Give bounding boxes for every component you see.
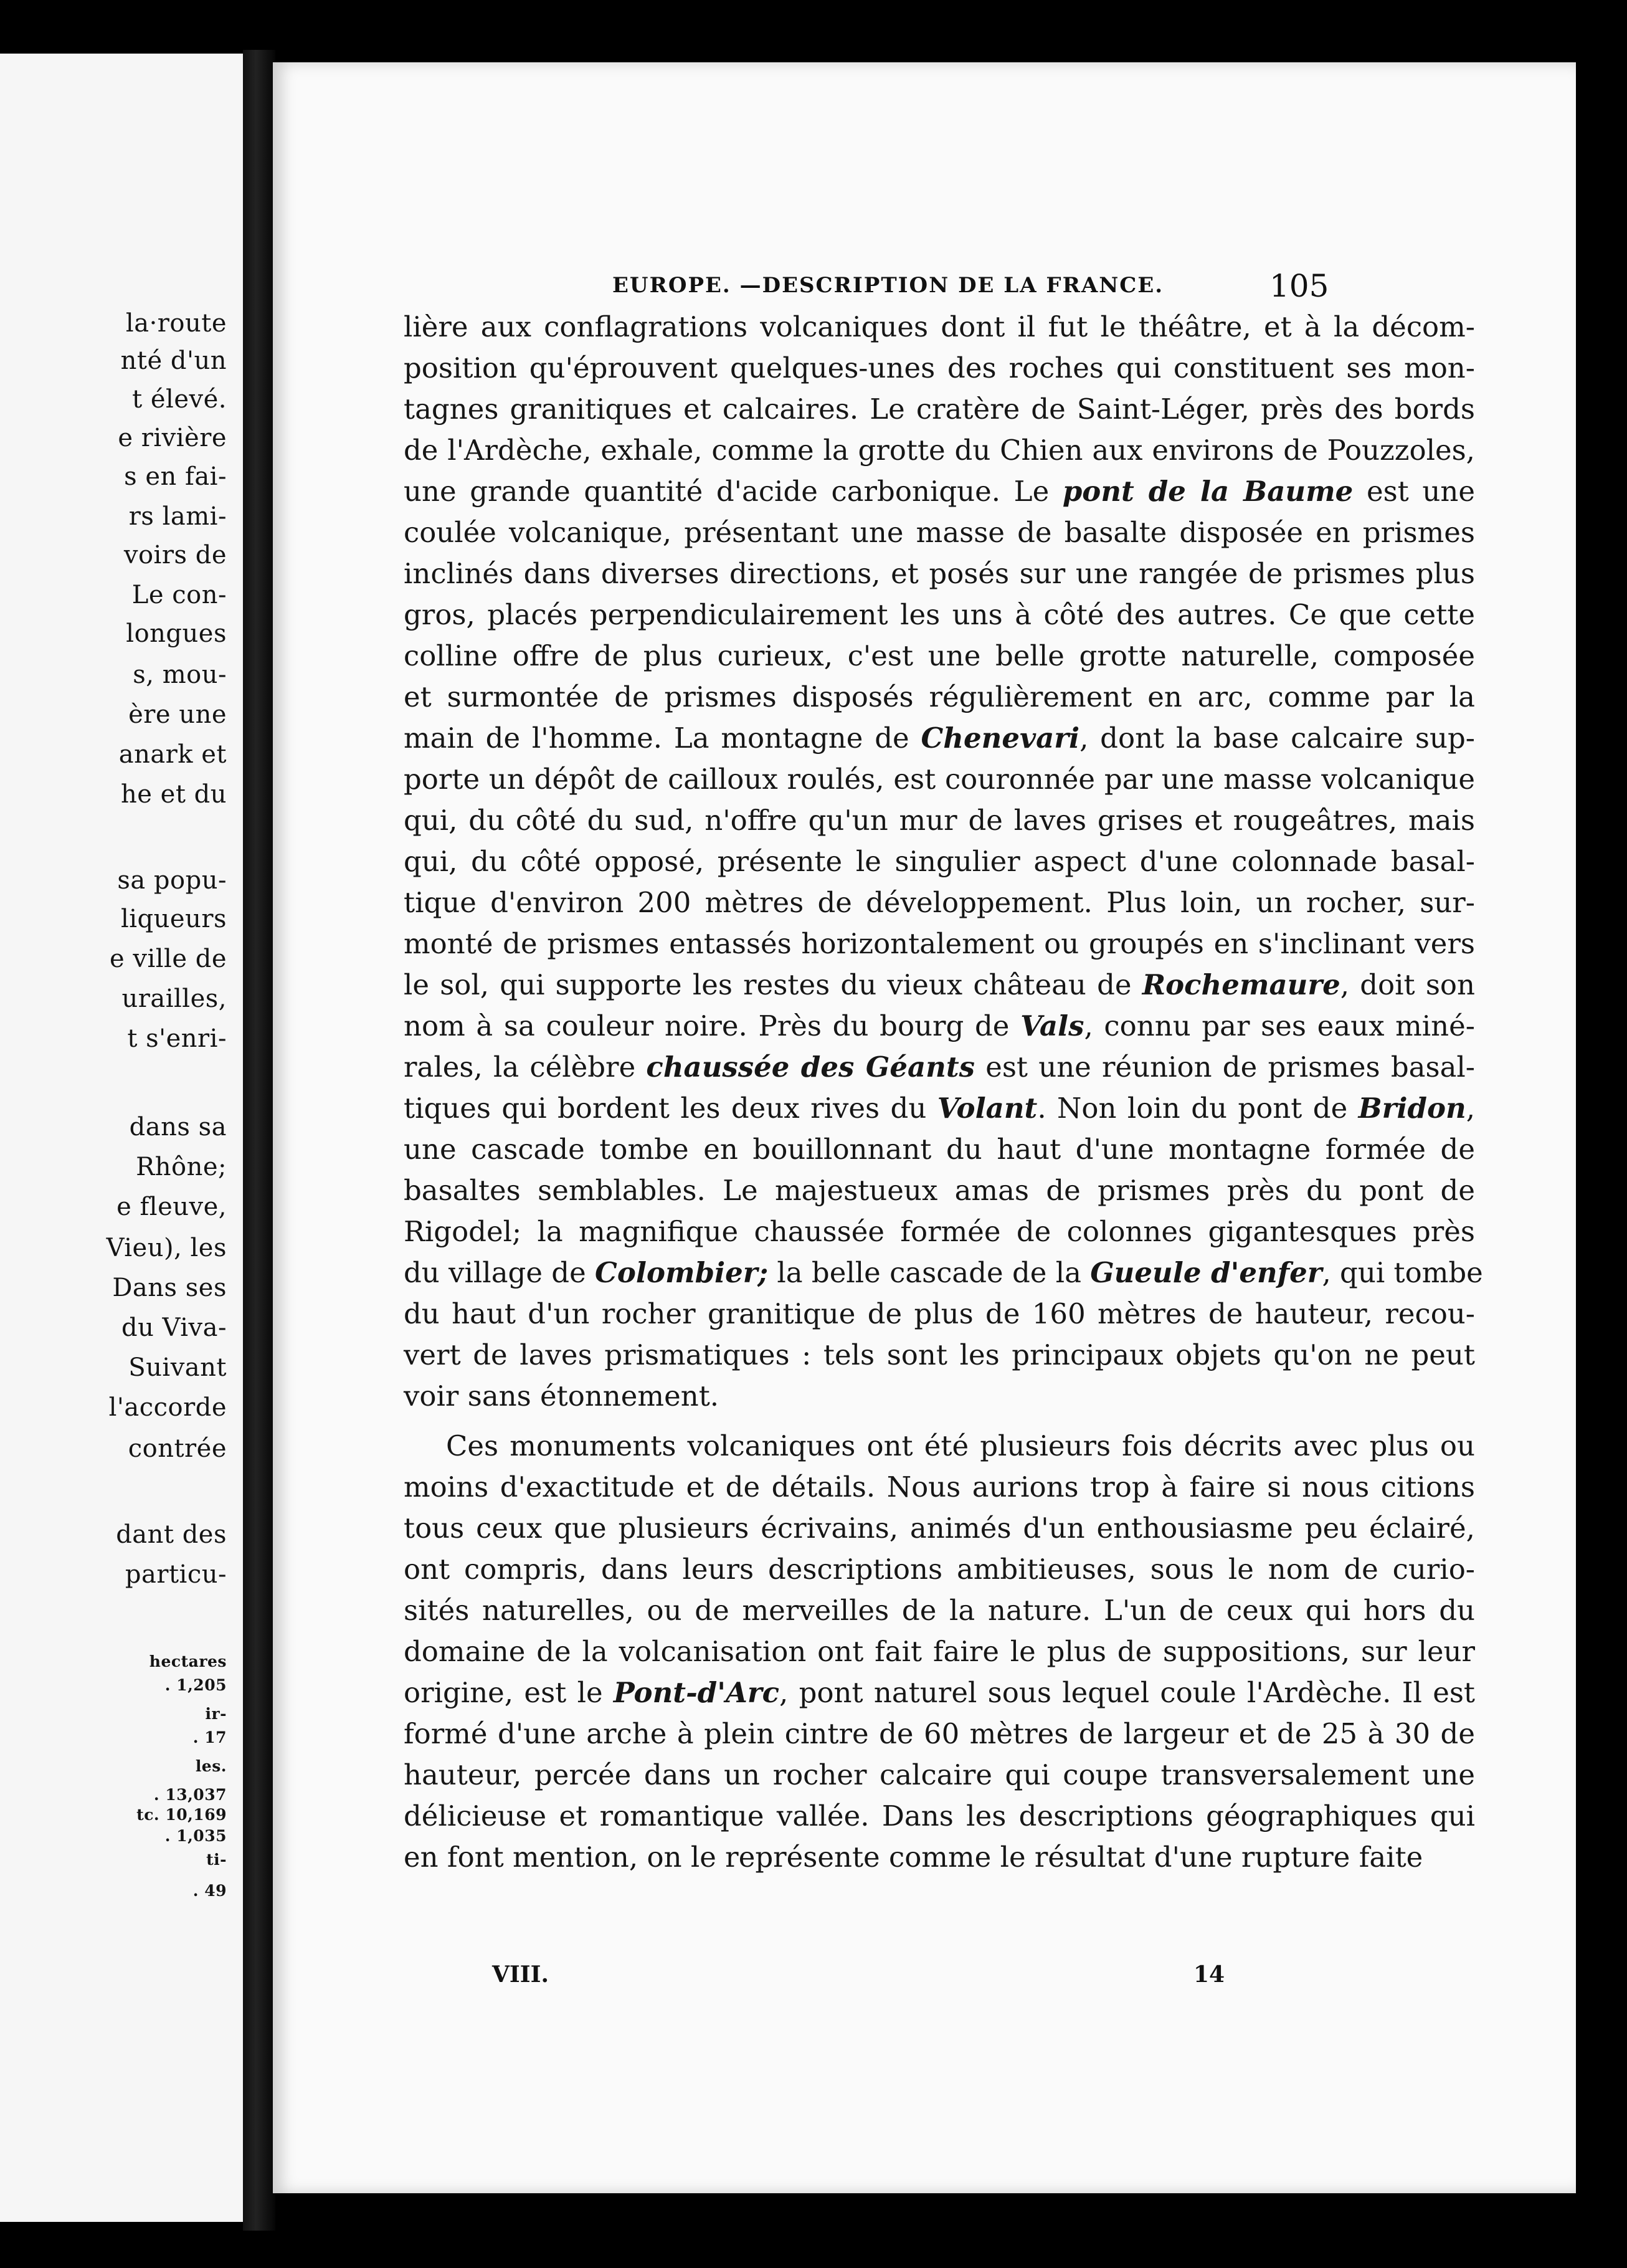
text-line xyxy=(404,1170,1475,1211)
text-line xyxy=(404,1508,1475,1549)
previous-page-line: e ville de xyxy=(109,945,227,973)
text-run: , connu par ses eaux miné- xyxy=(1084,1009,1475,1042)
text-run: Ces monuments volcaniques ont été plusieurs fois décrits avec plus ou xyxy=(446,1429,1475,1462)
text-run: porte un dépôt de cailloux roulés, est couronnée par une masse volcanique xyxy=(404,763,1475,796)
text-run: position qu'éprouvent quelques-unes des roches qui constituent ses mon- xyxy=(404,351,1475,384)
previous-page-line: Suivant xyxy=(128,1353,227,1382)
text-line xyxy=(404,677,1475,718)
text-run: le sol, qui supporte les restes du vieux château de xyxy=(404,968,1142,1001)
text-run: sités naturelles, ou de merveilles de la nature. L'un de ceux qui hors du xyxy=(404,1594,1475,1627)
text-run: moins d'exactitude et de détails. Nous aurions trop à faire si nous citions xyxy=(404,1470,1475,1503)
text-line xyxy=(404,923,1475,965)
previous-page-table-line: ti- xyxy=(206,1851,227,1869)
page-number: 105 xyxy=(1269,268,1329,304)
text-run: délicieuse et romantique vallée. Dans les descriptions géographiques qui xyxy=(404,1799,1475,1832)
text-line xyxy=(404,1549,1475,1590)
italic-term: Bridon xyxy=(1358,1092,1466,1125)
previous-page-line: s en fai- xyxy=(124,462,227,491)
italic-term: pont de la Baume xyxy=(1062,475,1354,508)
previous-page-line: dans sa xyxy=(129,1113,227,1141)
text-run: domaine de la volcanisation ont fait faire le plus de suppositions, sur leur xyxy=(404,1635,1475,1668)
previous-page-line: Le con- xyxy=(131,581,227,609)
italic-term: chaussée des Géants xyxy=(646,1051,975,1084)
text-run: la belle cascade de la xyxy=(768,1256,1091,1289)
text-line xyxy=(404,965,1475,1006)
text-run: rales, la célèbre xyxy=(404,1051,647,1084)
text-run: lière aux conflagrations volcaniques dont il fut le théâtre, et à la décom- xyxy=(404,310,1475,343)
previous-page-line: e rivière xyxy=(118,424,227,452)
text-line xyxy=(404,1796,1475,1837)
previous-page-table-line: hectares xyxy=(149,1652,227,1670)
text-line xyxy=(404,1088,1475,1129)
previous-page-line: anark et xyxy=(118,740,227,769)
text-run: voir sans étonnement. xyxy=(404,1379,719,1413)
previous-page-line: e fleuve, xyxy=(116,1193,227,1221)
previous-page-table-line: . 1,205 xyxy=(164,1676,227,1694)
previous-page-line: liqueurs xyxy=(120,905,227,933)
previous-page-line: sa popu- xyxy=(117,866,227,895)
text-run: coulée volcanique, présentant une masse de basalte disposée en prismes xyxy=(404,516,1475,549)
previous-page-line: voirs de xyxy=(123,541,227,569)
text-run: inclinés dans diverses directions, et posés sur une rangée de prismes plus xyxy=(404,557,1475,590)
body-text xyxy=(404,307,1483,1878)
text-line xyxy=(404,1047,1475,1088)
text-run: main de l'homme. La montagne de xyxy=(404,722,921,755)
text-run: . Non loin du pont de xyxy=(1037,1092,1359,1125)
text-run: , qui tombe xyxy=(1322,1256,1483,1289)
text-line xyxy=(404,1837,1475,1878)
previous-page-line: du Viva- xyxy=(121,1313,227,1342)
text-run: en font mention, on le représente comme le résultat d'une rupture faite xyxy=(404,1841,1423,1874)
previous-page-table-line: . 13,037 xyxy=(153,1786,227,1804)
text-line xyxy=(404,882,1475,923)
text-line xyxy=(404,471,1475,512)
page-footer xyxy=(273,1961,1576,1999)
text-line xyxy=(404,1211,1475,1252)
text-line xyxy=(404,1672,1475,1713)
previous-page-line: l'accorde xyxy=(108,1393,227,1422)
text-run: , dont la base calcaire sup- xyxy=(1079,722,1475,755)
text-run: formé d'une arche à plein cintre de 60 mètres de largeur et de 25 à 30 de xyxy=(404,1717,1475,1750)
text-run: ont compris, dans leurs descriptions ambitieuses, sous le nom de curio- xyxy=(404,1553,1475,1586)
italic-term: Volant xyxy=(937,1092,1038,1125)
text-run: Rigodel; la magnifique chaussée formée de colonnes gigantesques près xyxy=(404,1215,1475,1248)
text-line xyxy=(404,1252,1483,1294)
text-run: et surmontée de prismes disposés régulièrement en arc, comme par la xyxy=(404,680,1475,713)
text-line xyxy=(404,1376,1475,1417)
text-run: tiques qui bordent les deux rives du xyxy=(404,1092,937,1125)
previous-page-table-line: . 49 xyxy=(192,1882,227,1900)
text-line xyxy=(404,1590,1475,1631)
text-run: vert de laves prismatiques : tels sont les principaux objets qu'on ne peut xyxy=(404,1338,1475,1371)
previous-page-line: ère une xyxy=(128,700,227,729)
text-line xyxy=(404,636,1475,677)
italic-term: Chenevari xyxy=(921,722,1080,755)
text-line xyxy=(404,841,1475,882)
text-run: nom à sa couleur noire. Près du bourg de xyxy=(404,1009,1021,1042)
signature-mark: VIII. xyxy=(492,1961,549,1988)
text-line xyxy=(404,1755,1475,1796)
page xyxy=(273,62,1576,2193)
previous-page-line: longues xyxy=(126,619,227,648)
text-line xyxy=(404,348,1475,389)
text-run: du haut d'un rocher granitique de plus de 160 mètres de hauteur, recou- xyxy=(404,1297,1475,1330)
text-run: une cascade tombe en bouillonnant du haut d'une montagne formée de xyxy=(404,1133,1475,1166)
text-run: origine, est le xyxy=(404,1676,614,1709)
text-line xyxy=(404,512,1475,553)
text-run: monté de prismes entassés horizontalement ou groupés en s'inclinant vers xyxy=(404,927,1475,960)
text-line xyxy=(404,1129,1475,1170)
text-line xyxy=(404,1631,1475,1672)
text-run: qui, du côté opposé, présente le singulier aspect d'une colonnade basal- xyxy=(404,845,1475,878)
previous-page-line: t s'enri- xyxy=(127,1024,227,1053)
text-line xyxy=(404,389,1475,430)
text-run: du village de xyxy=(404,1256,595,1289)
text-run: une grande quantité d'acide carbonique. Le xyxy=(404,475,1063,508)
running-head xyxy=(273,268,1576,312)
previous-page-table-line: tc. 10,169 xyxy=(136,1806,227,1824)
previous-page-table-line: ir- xyxy=(205,1705,227,1723)
text-line xyxy=(404,1426,1475,1467)
book-gutter xyxy=(243,50,275,2231)
previous-page-fragment xyxy=(0,54,243,2222)
previous-page-line: rs lami- xyxy=(128,502,227,531)
text-line xyxy=(404,718,1475,759)
text-run: tagnes granitiques et calcaires. Le cratère de Saint-Léger, près des bords xyxy=(404,393,1475,426)
previous-page-table-line: les. xyxy=(195,1757,227,1775)
previous-page-line: t élevé. xyxy=(132,385,227,414)
previous-page-line: urailles, xyxy=(121,984,227,1013)
previous-page-line: Dans ses xyxy=(112,1274,227,1302)
text-line xyxy=(404,1713,1475,1755)
text-line xyxy=(404,307,1475,348)
running-head-title: EUROPE. —DESCRIPTION DE LA FRANCE. xyxy=(612,273,1164,298)
previous-page-line: contrée xyxy=(128,1434,227,1463)
text-run: colline offre de plus curieux, c'est une belle grotte naturelle, composée xyxy=(404,639,1475,672)
previous-page-line: Vieu), les xyxy=(106,1234,227,1262)
previous-page-table-line: . 1,035 xyxy=(164,1827,227,1845)
text-run: , pont naturel sous lequel coule l'Ardèche. Il est xyxy=(779,1676,1475,1709)
text-run: hauteur, percée dans un rocher calcaire qui coupe transversalement une xyxy=(404,1758,1475,1791)
italic-term: Rochemaure xyxy=(1142,968,1340,1001)
text-line xyxy=(404,1335,1475,1376)
text-line xyxy=(404,553,1475,594)
text-run: tous ceux que plusieurs écrivains, animés d'un enthousiasme peu éclairé, xyxy=(404,1512,1475,1545)
text-line xyxy=(404,1294,1475,1335)
text-run: est une xyxy=(1353,475,1475,508)
text-run: gros, placés perpendiculairement les uns à côté des autres. Ce que cette xyxy=(404,598,1475,631)
text-line xyxy=(404,1006,1475,1047)
italic-term: Gueule d'enfer xyxy=(1090,1256,1322,1289)
text-line xyxy=(404,759,1475,800)
previous-page-line: nté d'un xyxy=(120,346,227,375)
text-run: basaltes semblables. Le majestueux amas de prismes près du pont de xyxy=(404,1174,1475,1207)
text-run: de l'Ardèche, exhale, comme la grotte du Chien aux environs de Pouzzoles, xyxy=(404,434,1475,467)
text-line xyxy=(404,1467,1475,1508)
previous-page-line: la·route xyxy=(125,309,227,338)
previous-page-line: s, mou- xyxy=(133,660,227,689)
previous-page-line: Rhône; xyxy=(136,1153,227,1181)
text-run: , doit son xyxy=(1340,968,1475,1001)
previous-page-line: dant des xyxy=(116,1520,227,1549)
italic-term: Colombier; xyxy=(595,1256,769,1289)
previous-page-table-line: . 17 xyxy=(192,1728,227,1746)
text-run: tique d'environ 200 mètres de développement. Plus loin, un rocher, sur- xyxy=(404,886,1475,919)
previous-page-line: particu- xyxy=(125,1560,227,1589)
text-run: qui, du côté du sud, n'offre qu'un mur de laves grises et rougeâtres, mais xyxy=(404,804,1475,837)
text-line xyxy=(404,430,1475,471)
italic-term: Vals xyxy=(1020,1009,1084,1042)
previous-page-line: he et du xyxy=(121,780,227,809)
text-run: est une réunion de prismes basal- xyxy=(974,1051,1476,1084)
italic-term: Pont-d'Arc xyxy=(613,1676,780,1709)
text-line xyxy=(404,594,1475,636)
sheet-number: 14 xyxy=(1193,1961,1225,1988)
text-line xyxy=(404,800,1475,841)
text-run: , xyxy=(1466,1092,1475,1125)
